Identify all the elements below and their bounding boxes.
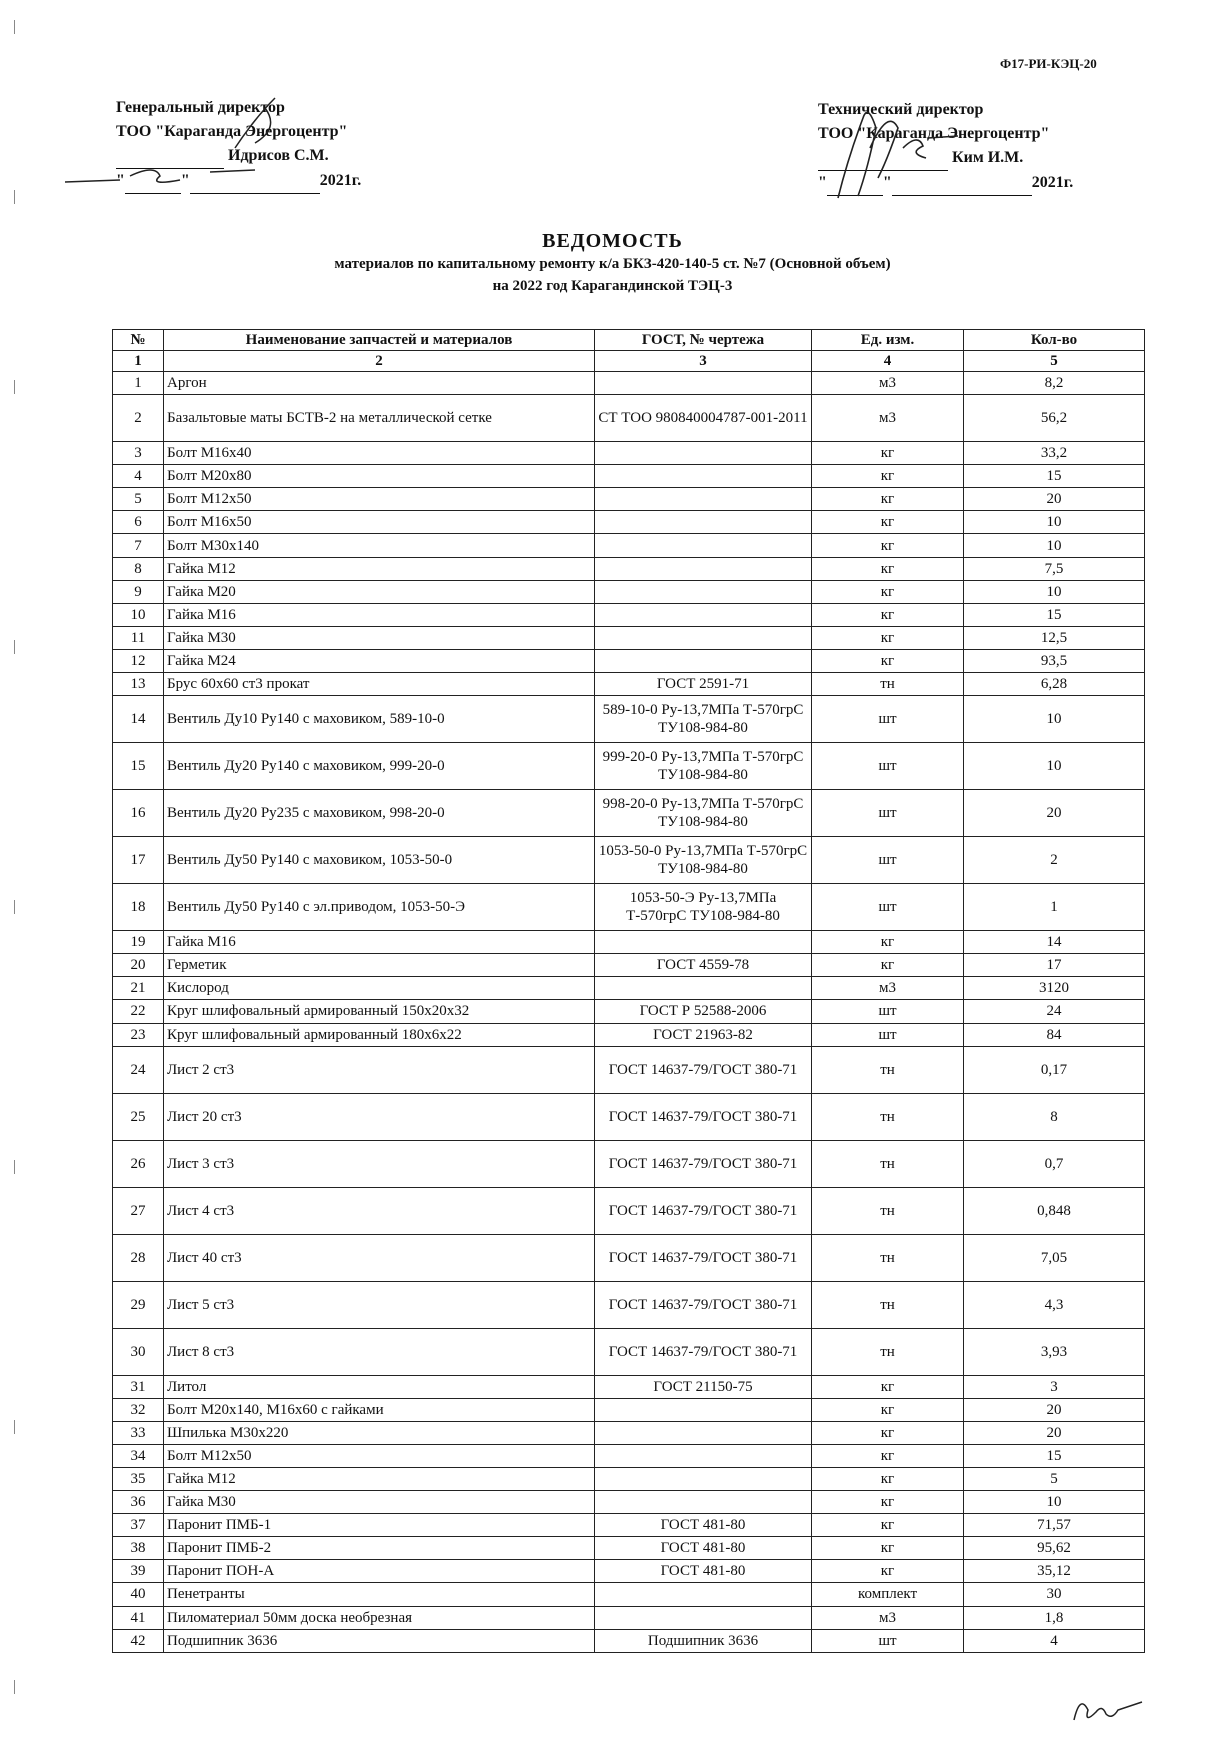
row-number: 34	[113, 1444, 164, 1467]
quantity: 7,05	[964, 1234, 1145, 1281]
unit: кг	[812, 1398, 964, 1421]
gost-reference	[595, 557, 812, 580]
table-row	[113, 465, 1145, 488]
quantity: 0,7	[964, 1140, 1145, 1187]
gost-reference	[595, 511, 812, 534]
gost-reference: ГОСТ 2591-71	[595, 673, 812, 696]
unit: шт	[812, 696, 964, 743]
material-name: Гайка М20	[164, 580, 595, 603]
material-name: Пиломатериал 50мм доска необрезная	[164, 1606, 595, 1629]
unit: кг	[812, 603, 964, 626]
approver-name: Идрисов С.М.	[228, 147, 329, 164]
quantity: 10	[964, 511, 1145, 534]
unit: кг	[812, 1491, 964, 1514]
gost-reference: ГОСТ 481-80	[595, 1514, 812, 1537]
document-title: ВЕДОМОСТЬ	[542, 230, 683, 252]
unit: тн	[812, 1281, 964, 1328]
quantity: 71,57	[964, 1514, 1145, 1537]
quantity: 1	[964, 884, 1145, 931]
gost-reference: Подшипник 3636	[595, 1629, 812, 1652]
gost-reference: 589-10-0 Ру-13,7МПа Т-570грС ТУ108-984-80	[595, 696, 812, 743]
unit: кг	[812, 488, 964, 511]
gost-reference: 999-20-0 Ру-13,7МПа Т-570грС ТУ108-984-80	[595, 743, 812, 790]
gost-reference	[595, 1491, 812, 1514]
unit: кг	[812, 511, 964, 534]
binding-mark	[14, 190, 15, 204]
row-number: 40	[113, 1583, 164, 1606]
binding-mark	[14, 1680, 15, 1694]
material-name: Кислород	[164, 977, 595, 1000]
quantity: 3	[964, 1375, 1145, 1398]
material-name: Гайка М12	[164, 557, 595, 580]
quantity: 0,17	[964, 1046, 1145, 1093]
gost-reference: ГОСТ 14637-79/ГОСТ 380-71	[595, 1046, 812, 1093]
table-row	[113, 1281, 1145, 1328]
material-name: Паронит ПМБ-2	[164, 1537, 595, 1560]
document-subtitle-year: на 2022 год Карагандинской ТЭЦ-3	[492, 278, 733, 294]
table-row	[113, 1560, 1145, 1583]
unit: шт	[812, 1000, 964, 1023]
row-number: 25	[113, 1093, 164, 1140]
unit: кг	[812, 465, 964, 488]
material-name: Болт М16х50	[164, 511, 595, 534]
gost-reference: ГОСТ 21150-75	[595, 1375, 812, 1398]
quantity: 5	[964, 1467, 1145, 1490]
material-name: Болт М20х80	[164, 465, 595, 488]
material-name: Паронит ПМБ-1	[164, 1514, 595, 1537]
gost-reference	[595, 626, 812, 649]
material-name: Болт М12х50	[164, 488, 595, 511]
binding-mark	[14, 20, 15, 34]
gost-reference	[595, 977, 812, 1000]
material-name: Лист 8 ст3	[164, 1328, 595, 1375]
table-row	[113, 1023, 1145, 1046]
gost-reference: ГОСТ 14637-79/ГОСТ 380-71	[595, 1093, 812, 1140]
table-row	[113, 673, 1145, 696]
table-row	[113, 931, 1145, 954]
col-index: 1	[113, 351, 164, 372]
unit: кг	[812, 649, 964, 672]
row-number: 15	[113, 743, 164, 790]
col-index: 4	[812, 351, 964, 372]
table-row	[113, 372, 1145, 395]
gost-reference	[595, 372, 812, 395]
quantity: 20	[964, 488, 1145, 511]
unit: тн	[812, 1234, 964, 1281]
quantity: 15	[964, 603, 1145, 626]
material-name: Вентиль Ду20 Ру140 с маховиком, 999-20-0	[164, 743, 595, 790]
binding-mark	[14, 1160, 15, 1174]
gost-reference	[595, 580, 812, 603]
form-code: Ф17-РИ-КЭЦ-20	[1000, 56, 1097, 71]
date-quote-close: "	[882, 174, 892, 191]
unit: комплект	[812, 1583, 964, 1606]
unit: тн	[812, 1093, 964, 1140]
table-row	[113, 1467, 1145, 1490]
binding-mark	[14, 900, 15, 914]
material-name: Вентиль Ду50 Ру140 с маховиком, 1053-50-0	[164, 837, 595, 884]
gost-reference	[595, 931, 812, 954]
table-row	[113, 626, 1145, 649]
row-number: 21	[113, 977, 164, 1000]
quantity: 95,62	[964, 1537, 1145, 1560]
table-row	[113, 1187, 1145, 1234]
col-index: 5	[964, 351, 1145, 372]
quantity: 10	[964, 1491, 1145, 1514]
unit: кг	[812, 442, 964, 465]
signature-left-flourish	[225, 88, 305, 158]
header-quantity: Кол-во	[964, 330, 1145, 351]
row-number: 3	[113, 442, 164, 465]
quantity: 0,848	[964, 1187, 1145, 1234]
unit: кг	[812, 931, 964, 954]
table-row	[113, 696, 1145, 743]
table-row	[113, 1606, 1145, 1629]
gost-reference: ГОСТ Р 52588-2006	[595, 1000, 812, 1023]
row-number: 42	[113, 1629, 164, 1652]
unit: шт	[812, 1629, 964, 1652]
quantity: 56,2	[964, 395, 1145, 442]
quantity: 84	[964, 1023, 1145, 1046]
quantity: 15	[964, 1444, 1145, 1467]
row-number: 22	[113, 1000, 164, 1023]
unit: тн	[812, 1328, 964, 1375]
material-name: Круг шлифовальный армированный 180х6х22	[164, 1023, 595, 1046]
unit: м3	[812, 1606, 964, 1629]
table-row	[113, 1444, 1145, 1467]
gost-reference	[595, 1421, 812, 1444]
quantity: 10	[964, 743, 1145, 790]
unit: шт	[812, 743, 964, 790]
material-name: Гайка М30	[164, 626, 595, 649]
document-subtitle: материалов по капитальному ремонту к/а БКЗ-420-140-5 ст. №7 (Основной объем)	[334, 256, 891, 272]
unit: кг	[812, 580, 964, 603]
table-row	[113, 1629, 1145, 1652]
gost-reference: ГОСТ 4559-78	[595, 954, 812, 977]
material-name: Вентиль Ду50 Ру140 с эл.приводом, 1053-50-Э	[164, 884, 595, 931]
row-number: 31	[113, 1375, 164, 1398]
quantity: 17	[964, 954, 1145, 977]
unit: кг	[812, 1537, 964, 1560]
material-name: Базальтовые маты БСТВ-2 на металлической сетке	[164, 395, 595, 442]
row-number: 14	[113, 696, 164, 743]
quantity: 93,5	[964, 649, 1145, 672]
approver-org: ТОО "Караганда Энергоцентр"	[116, 123, 348, 140]
table-row	[113, 954, 1145, 977]
row-number: 4	[113, 465, 164, 488]
unit: шт	[812, 1023, 964, 1046]
header-name: Наименование запчастей и материалов	[164, 330, 595, 351]
material-name: Брус 60х60 ст3 прокат	[164, 673, 595, 696]
quantity: 6,28	[964, 673, 1145, 696]
gost-reference	[595, 1606, 812, 1629]
table-row	[113, 603, 1145, 626]
unit: кг	[812, 1560, 964, 1583]
material-name: Герметик	[164, 954, 595, 977]
row-number: 12	[113, 649, 164, 672]
quantity: 8,2	[964, 372, 1145, 395]
table-row	[113, 649, 1145, 672]
approval-year: 2021г.	[319, 172, 362, 189]
row-number: 23	[113, 1023, 164, 1046]
quantity: 15	[964, 465, 1145, 488]
gost-reference: 1053-50-0 Ру-13,7МПа Т-570грС ТУ108-984-80	[595, 837, 812, 884]
row-number: 33	[113, 1421, 164, 1444]
material-name: Болт М20х140, М16х60 с гайками	[164, 1398, 595, 1421]
table-row	[113, 442, 1145, 465]
row-number: 37	[113, 1514, 164, 1537]
unit: кг	[812, 1514, 964, 1537]
unit: шт	[812, 884, 964, 931]
table-row	[113, 1140, 1145, 1187]
table-row	[113, 557, 1145, 580]
row-number: 30	[113, 1328, 164, 1375]
row-number: 28	[113, 1234, 164, 1281]
gost-reference: СТ ТОО 980840004787-001-2011	[595, 395, 812, 442]
table-row	[113, 743, 1145, 790]
quantity: 12,5	[964, 626, 1145, 649]
material-name: Гайка М12	[164, 1467, 595, 1490]
material-name: Шпилька М30х220	[164, 1421, 595, 1444]
row-number: 2	[113, 395, 164, 442]
table-row	[113, 977, 1145, 1000]
gost-reference	[595, 1583, 812, 1606]
row-number: 32	[113, 1398, 164, 1421]
table-row	[113, 837, 1145, 884]
unit: м3	[812, 977, 964, 1000]
approver-org: ТОО "Караганда Энергоцентр"	[818, 125, 1050, 142]
material-name: Вентиль Ду10 Ру140 с маховиком, 589-10-0	[164, 696, 595, 743]
material-name: Лист 3 ст3	[164, 1140, 595, 1187]
table-row	[113, 1328, 1145, 1375]
quantity: 3,93	[964, 1328, 1145, 1375]
quantity: 10	[964, 534, 1145, 557]
gost-reference: ГОСТ 481-80	[595, 1560, 812, 1583]
table-row	[113, 395, 1145, 442]
page-initials-signature	[1066, 1690, 1146, 1728]
row-number: 1	[113, 372, 164, 395]
unit: шт	[812, 837, 964, 884]
unit: кг	[812, 1467, 964, 1490]
table-row	[113, 1093, 1145, 1140]
material-name: Литол	[164, 1375, 595, 1398]
row-number: 6	[113, 511, 164, 534]
material-name: Пенетранты	[164, 1583, 595, 1606]
material-name: Гайка М24	[164, 649, 595, 672]
table-row	[113, 1375, 1145, 1398]
gost-reference	[595, 1398, 812, 1421]
table-row	[113, 488, 1145, 511]
quantity: 7,5	[964, 557, 1145, 580]
gost-reference: ГОСТ 14637-79/ГОСТ 380-71	[595, 1140, 812, 1187]
table-row	[113, 1537, 1145, 1560]
date-quote-close: "	[180, 172, 190, 189]
material-name: Гайка М16	[164, 603, 595, 626]
table-row	[113, 1000, 1145, 1023]
row-number: 16	[113, 790, 164, 837]
row-number: 38	[113, 1537, 164, 1560]
quantity: 2	[964, 837, 1145, 884]
quantity: 10	[964, 580, 1145, 603]
gost-reference: 998-20-0 Ру-13,7МПа Т-570грС ТУ108-984-80	[595, 790, 812, 837]
gost-reference	[595, 603, 812, 626]
materials-table	[112, 329, 1145, 1653]
table-column-number-row	[113, 351, 1145, 372]
unit: тн	[812, 673, 964, 696]
quantity: 1,8	[964, 1606, 1145, 1629]
material-name: Лист 40 ст3	[164, 1234, 595, 1281]
row-number: 20	[113, 954, 164, 977]
row-number: 24	[113, 1046, 164, 1093]
quantity: 33,2	[964, 442, 1145, 465]
gost-reference	[595, 442, 812, 465]
table-row	[113, 580, 1145, 603]
table-row	[113, 1514, 1145, 1537]
quantity: 10	[964, 696, 1145, 743]
quantity: 3120	[964, 977, 1145, 1000]
unit: кг	[812, 954, 964, 977]
quantity: 20	[964, 1421, 1145, 1444]
unit: м3	[812, 395, 964, 442]
unit: кг	[812, 1444, 964, 1467]
unit: кг	[812, 626, 964, 649]
table-row	[113, 1234, 1145, 1281]
row-number: 7	[113, 534, 164, 557]
header-unit: Ед. изм.	[812, 330, 964, 351]
signature-right	[808, 88, 978, 208]
table-row	[113, 1491, 1145, 1514]
unit: кг	[812, 557, 964, 580]
row-number: 27	[113, 1187, 164, 1234]
quantity: 30	[964, 1583, 1145, 1606]
table-row	[113, 884, 1145, 931]
row-number: 9	[113, 580, 164, 603]
quantity: 20	[964, 790, 1145, 837]
gost-reference: ГОСТ 481-80	[595, 1537, 812, 1560]
table-row	[113, 1421, 1145, 1444]
table-row	[113, 511, 1145, 534]
quantity: 24	[964, 1000, 1145, 1023]
unit: кг	[812, 1375, 964, 1398]
table-row	[113, 1583, 1145, 1606]
row-number: 17	[113, 837, 164, 884]
date-quote-open: "	[116, 172, 125, 189]
unit: м3	[812, 372, 964, 395]
table-body	[113, 372, 1145, 1653]
approver-title: Генеральный директор	[116, 99, 285, 116]
col-index: 2	[164, 351, 595, 372]
row-number: 35	[113, 1467, 164, 1490]
quantity: 8	[964, 1093, 1145, 1140]
gost-reference: ГОСТ 14637-79/ГОСТ 380-71	[595, 1328, 812, 1375]
unit: шт	[812, 790, 964, 837]
date-quote-open: "	[818, 174, 827, 191]
material-name: Подшипник 3636	[164, 1629, 595, 1652]
gost-reference: 1053-50-Э Ру-13,7МПа Т-570грС ТУ108-984-80	[595, 884, 812, 931]
header-number: №	[113, 330, 164, 351]
unit: тн	[812, 1140, 964, 1187]
approver-title: Технический директор	[818, 101, 984, 118]
quantity: 35,12	[964, 1560, 1145, 1583]
quantity: 14	[964, 931, 1145, 954]
row-number: 8	[113, 557, 164, 580]
row-number: 29	[113, 1281, 164, 1328]
gost-reference	[595, 534, 812, 557]
gost-reference: ГОСТ 14637-79/ГОСТ 380-71	[595, 1281, 812, 1328]
gost-reference	[595, 488, 812, 511]
material-name: Паронит ПОН-А	[164, 1560, 595, 1583]
approval-year: 2021г.	[1031, 174, 1074, 191]
approver-name: Ким И.М.	[952, 149, 1024, 166]
material-name: Лист 5 ст3	[164, 1281, 595, 1328]
gost-reference	[595, 649, 812, 672]
gost-reference	[595, 465, 812, 488]
row-number: 41	[113, 1606, 164, 1629]
table-row	[113, 534, 1145, 557]
quantity: 4	[964, 1629, 1145, 1652]
material-name: Лист 4 ст3	[164, 1187, 595, 1234]
gost-reference: ГОСТ 14637-79/ГОСТ 380-71	[595, 1187, 812, 1234]
quantity: 20	[964, 1398, 1145, 1421]
gost-reference: ГОСТ 14637-79/ГОСТ 380-71	[595, 1234, 812, 1281]
material-name: Аргон	[164, 372, 595, 395]
row-number: 11	[113, 626, 164, 649]
unit: кг	[812, 534, 964, 557]
row-number: 13	[113, 673, 164, 696]
material-name: Круг шлифовальный армированный 150х20х32	[164, 1000, 595, 1023]
quantity: 4,3	[964, 1281, 1145, 1328]
table-row	[113, 790, 1145, 837]
binding-mark	[14, 380, 15, 394]
unit: тн	[812, 1187, 964, 1234]
gost-reference	[595, 1444, 812, 1467]
material-name: Вентиль Ду20 Ру235 с маховиком, 998-20-0	[164, 790, 595, 837]
row-number: 10	[113, 603, 164, 626]
material-name: Болт М30х140	[164, 534, 595, 557]
table-row	[113, 1046, 1145, 1093]
material-name: Лист 2 ст3	[164, 1046, 595, 1093]
material-name: Гайка М30	[164, 1491, 595, 1514]
unit: тн	[812, 1046, 964, 1093]
row-number: 5	[113, 488, 164, 511]
material-name: Гайка М16	[164, 931, 595, 954]
table-header-row	[113, 330, 1145, 351]
material-name: Болт М16х40	[164, 442, 595, 465]
document-title-block	[0, 230, 1225, 297]
row-number: 19	[113, 931, 164, 954]
material-name: Лист 20 ст3	[164, 1093, 595, 1140]
header-gost: ГОСТ, № чертежа	[595, 330, 812, 351]
row-number: 26	[113, 1140, 164, 1187]
binding-mark	[14, 640, 15, 654]
table-row	[113, 1398, 1145, 1421]
binding-mark	[14, 1420, 15, 1434]
row-number: 18	[113, 884, 164, 931]
unit: кг	[812, 1421, 964, 1444]
gost-reference: ГОСТ 21963-82	[595, 1023, 812, 1046]
gost-reference	[595, 1467, 812, 1490]
material-name: Болт М12х50	[164, 1444, 595, 1467]
row-number: 39	[113, 1560, 164, 1583]
row-number: 36	[113, 1491, 164, 1514]
col-index: 3	[595, 351, 812, 372]
